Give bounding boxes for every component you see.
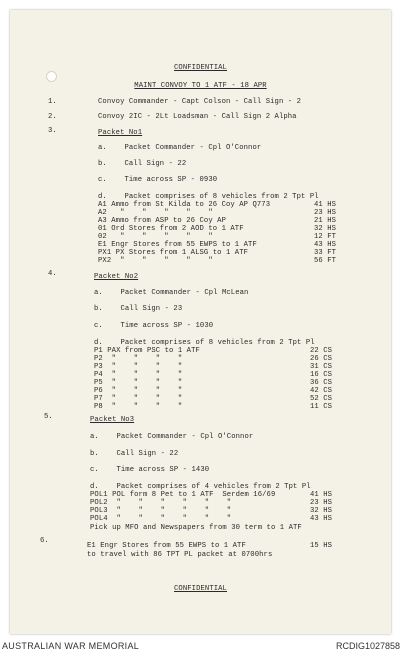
document-title: MAINT CONVOY TO 1 ATF - 18 APR bbox=[134, 82, 267, 90]
item-1-number: 1. bbox=[48, 98, 57, 106]
item-2-number: 2. bbox=[48, 113, 57, 121]
vehicle-row-value: 32 HS bbox=[310, 507, 333, 515]
vehicle-row-value: 43 HS bbox=[310, 515, 333, 523]
packet-1-time: c. Time across SP - 0930 bbox=[98, 176, 218, 184]
vehicle-row-value: 22 CS bbox=[310, 347, 333, 355]
vehicle-row-text: POL3 " " " " " " bbox=[90, 507, 232, 515]
vehicle-row-value: 56 FT bbox=[314, 257, 337, 265]
vehicle-row-value: 52 CS bbox=[310, 395, 333, 403]
packet-3-time: c. Time across SP - 1430 bbox=[90, 466, 210, 474]
item-3-number: 3. bbox=[48, 127, 57, 135]
vehicle-row-text: P6 " " " " bbox=[94, 387, 183, 395]
packet-3-commander: a. Packet Commander - Cpl O'Connor bbox=[90, 433, 254, 441]
vehicle-row-text: 02 " " " " " bbox=[98, 233, 213, 241]
vehicle-row-value: 12 FT bbox=[314, 233, 337, 241]
document-page bbox=[10, 10, 391, 634]
packet-1-comprises: d. Packet comprises of 8 vehicles from 2 Tpt Pl bbox=[98, 193, 319, 201]
vehicle-row-text: PX1 PX Stores from 1 ALSG to 1 ATF bbox=[98, 249, 249, 257]
packet-1-heading: Packet No1 bbox=[98, 129, 143, 137]
archive-record-id: RCDIG1027858 bbox=[335, 641, 400, 651]
vehicle-row-value: 41 HS bbox=[314, 201, 337, 209]
vehicle-row-text: P2 " " " " bbox=[94, 355, 183, 363]
packet-1-call-sign: b. Call Sign - 22 bbox=[98, 160, 187, 168]
packet-2-commander: a. Packet Commander - Cpl McLean bbox=[94, 289, 249, 297]
vehicle-row-value: 23 HS bbox=[310, 499, 333, 507]
vehicle-row-text: 01 Ord Stores from 2 AOD to 1 ATF bbox=[98, 225, 244, 233]
vehicle-row-text: POL2 " " " " " " bbox=[90, 499, 232, 507]
vehicle-row-text: A3 Ammo from ASP to 26 Coy AP bbox=[98, 217, 226, 225]
packet-3-pickup-note: Pick up MFO and Newspapers from 30 term to 1 ATF bbox=[90, 524, 302, 532]
vehicle-row-value: 36 CS bbox=[310, 379, 333, 387]
vehicle-row-text: POL1 POL form 8 Pet to 1 ATF Serdem 16/69 bbox=[90, 491, 276, 499]
vehicle-row-value: 33 FT bbox=[314, 249, 337, 257]
packet-3-call-sign: b. Call Sign - 22 bbox=[90, 450, 179, 458]
packet-2-comprises: d. Packet comprises of 8 vehicles from 2 Tpt Pl bbox=[94, 339, 315, 347]
packet-2-heading: Packet No2 bbox=[94, 273, 139, 281]
vehicle-row-text: P8 " " " " bbox=[94, 403, 183, 411]
confidential-header: CONFIDENTIAL bbox=[174, 64, 227, 72]
item-6-value: 15 HS bbox=[310, 542, 333, 550]
vehicle-row-text: P5 " " " " bbox=[94, 379, 183, 387]
vehicle-row-text: E1 Engr Stores from 55 EWPS to 1 ATF bbox=[98, 241, 257, 249]
item-6-number: 6. bbox=[40, 537, 49, 545]
vehicle-row-value: 32 HS bbox=[314, 225, 337, 233]
vehicle-row-value: 31 CS bbox=[310, 363, 333, 371]
vehicle-row-text: PX2 " " " " " bbox=[98, 257, 213, 265]
packet-3-comprises: d. Packet comprises of 4 vehicles from 2 Tpt Pl bbox=[90, 483, 311, 491]
vehicle-row-value: 26 CS bbox=[310, 355, 333, 363]
punch-hole bbox=[46, 71, 57, 82]
vehicle-row-value: 16 CS bbox=[310, 371, 333, 379]
vehicle-row-text: P1 PAX from PSC to 1 ATF bbox=[94, 347, 200, 355]
vehicle-row-text: A1 Ammo from St Kilda to 26 Coy AP Q773 bbox=[98, 201, 271, 209]
vehicle-row-value: 11 CS bbox=[310, 403, 333, 411]
packet-3-heading: Packet No3 bbox=[90, 416, 135, 424]
packet-2-time: c. Time across SP - 1030 bbox=[94, 322, 214, 330]
vehicle-row-text: P7 " " " " bbox=[94, 395, 183, 403]
item-4-number: 4. bbox=[48, 270, 57, 278]
item-1-text: Convoy Commander - Capt Colson - Call Sign - 2 bbox=[98, 98, 302, 106]
vehicle-row-text: P3 " " " " bbox=[94, 363, 183, 371]
item-6-line-2: to travel with 86 TPT PL packet at 0700hrs bbox=[87, 551, 273, 559]
vehicle-row-value: 23 HS bbox=[314, 209, 337, 217]
packet-1-commander: a. Packet Commander - Cpl O'Connor bbox=[98, 144, 262, 152]
item-2-text: Convoy 2IC - 2Lt Loadsman - Call Sign 2 Alpha bbox=[98, 113, 297, 121]
archive-footer bbox=[0, 637, 404, 654]
vehicle-row-value: 41 HS bbox=[310, 491, 333, 499]
vehicle-row-value: 42 CS bbox=[310, 387, 333, 395]
item-5-number: 5. bbox=[44, 413, 53, 421]
vehicle-row-text: POL4 " " " " " " bbox=[90, 515, 232, 523]
vehicle-row-text: P4 " " " " bbox=[94, 371, 183, 379]
confidential-footer: CONFIDENTIAL bbox=[174, 585, 227, 593]
packet-2-call-sign: b. Call Sign - 23 bbox=[94, 305, 183, 313]
archive-name: AUSTRALIAN WAR MEMORIAL bbox=[2, 641, 140, 651]
vehicle-row-value: 43 HS bbox=[314, 241, 337, 249]
item-6-line-1: E1 Engr Stores from 55 EWPS to 1 ATF bbox=[87, 542, 246, 550]
vehicle-row-text: A2 " " " " " bbox=[98, 209, 213, 217]
vehicle-row-value: 21 HS bbox=[314, 217, 337, 225]
